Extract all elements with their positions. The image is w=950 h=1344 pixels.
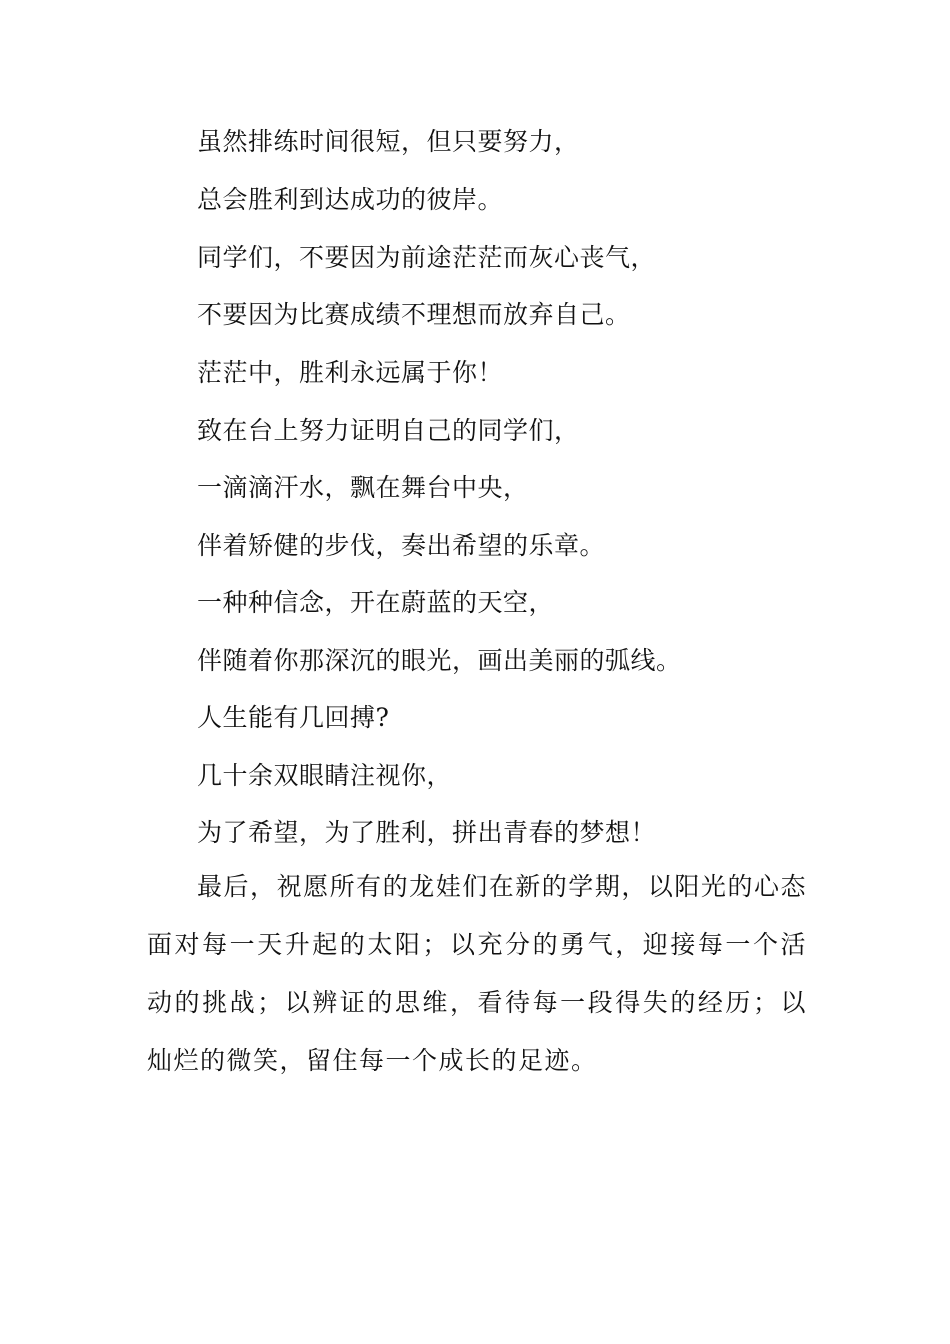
closing-paragraph: 最后，祝愿所有的龙娃们在新的学期，以阳光的心态面对每一天升起的太阳；以充分的勇气，迎接每一个活动的挑战；以辨证的思维，看待每一段得失的经历；以灿烂的微笑，留住每一个成长的足迹。 xyxy=(147,872,807,1075)
text-line: 虽然排练时间很短，但只要努力， xyxy=(197,127,580,156)
text-line: 伴着矫健的步伐，奏出希望的乐章。 xyxy=(197,531,606,560)
text-line: 茫茫中，胜利永远属于你！ xyxy=(197,358,504,387)
text-line: 一滴滴汗水，飘在舞台中央， xyxy=(197,473,529,502)
text-line: 人生能有几回搏? xyxy=(197,703,390,732)
text-line: 总会胜利到达成功的彼岸。 xyxy=(197,185,504,214)
text-line: 为了希望，为了胜利，拼出青春的梦想！ xyxy=(197,818,657,847)
text-line: 致在台上努力证明自己的同学们， xyxy=(197,416,580,445)
text-line: 几十余双眼睛注视你， xyxy=(197,761,453,790)
text-line: 一种种信念，开在蔚蓝的天空， xyxy=(197,588,555,617)
text-line: 同学们，不要因为前途茫茫而灰心丧气， xyxy=(197,243,657,272)
text-line: 伴随着你那深沉的眼光，画出美丽的弧线。 xyxy=(197,646,682,675)
text-line: 不要因为比赛成绩不理想而放弃自己。 xyxy=(197,300,631,329)
